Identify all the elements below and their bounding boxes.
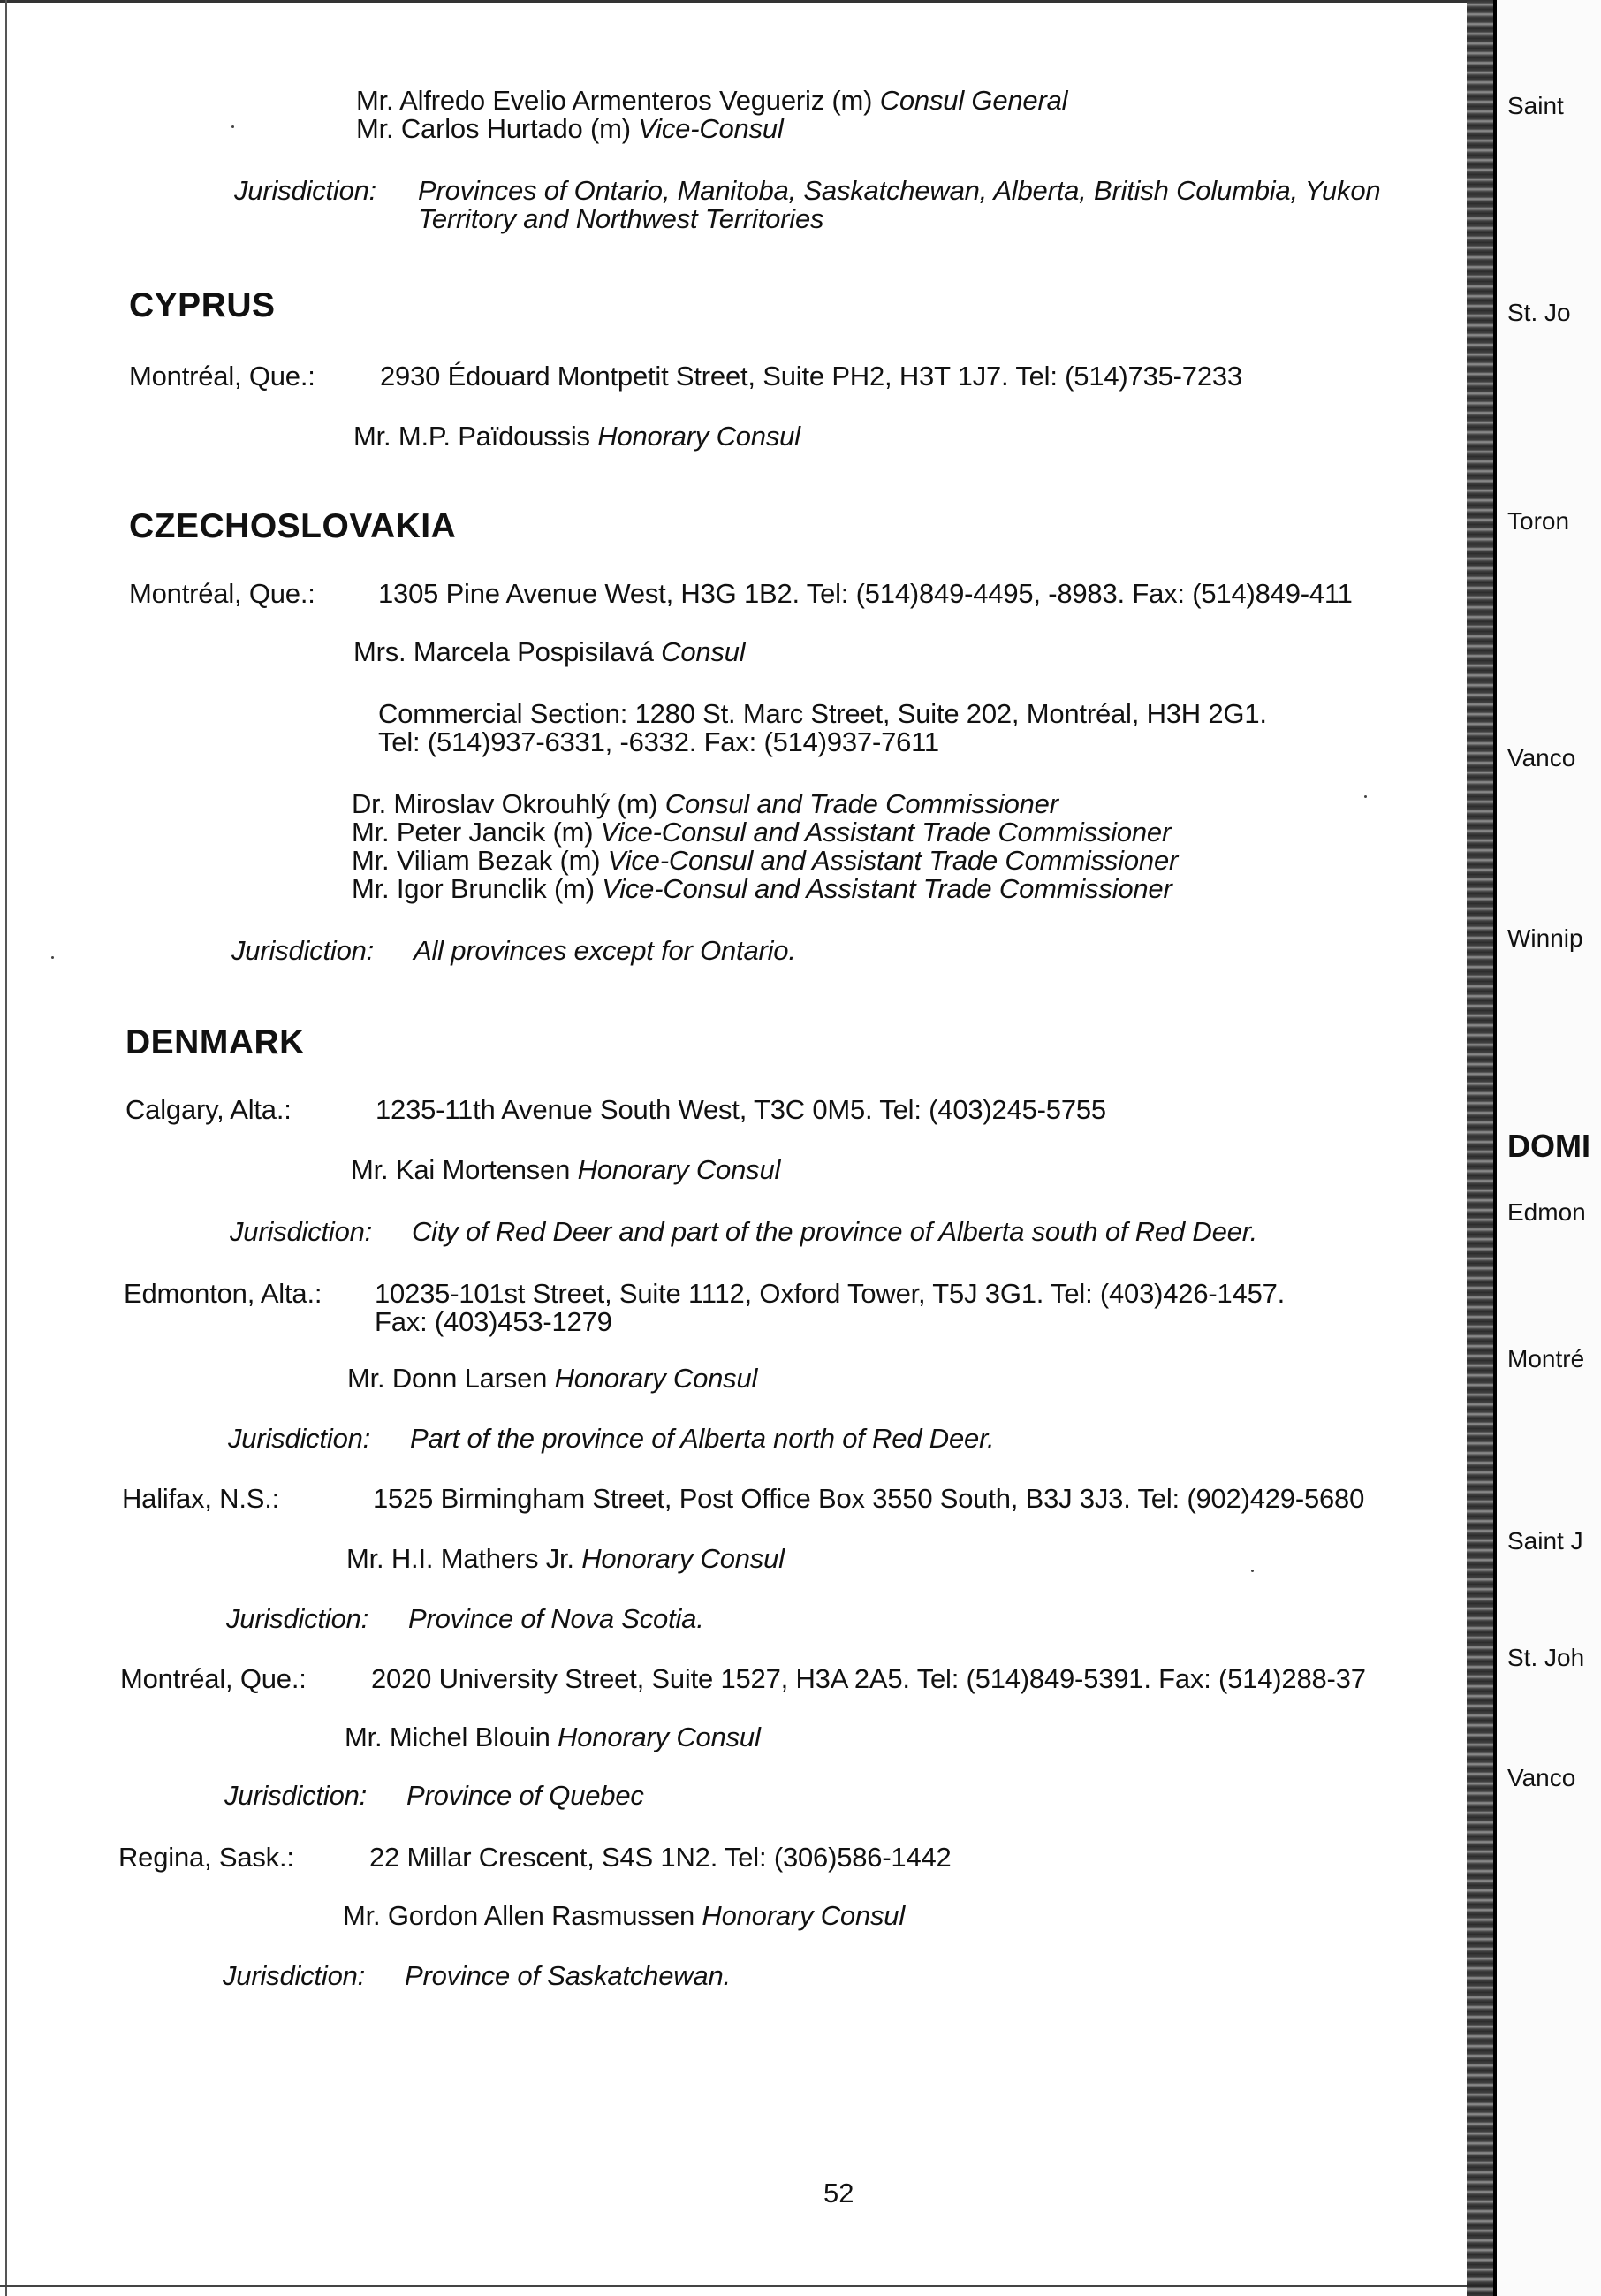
official-name: Mr. H.I. Mathers Jr. bbox=[346, 1543, 582, 1574]
official-name: Mr. Donn Larsen bbox=[347, 1363, 555, 1394]
address-text: 2930 Édouard Montpetit Street, Suite PH2, H3T 1J7. Tel: (514)735-7233 bbox=[380, 361, 1242, 392]
official-title: Honorary Consul bbox=[554, 1363, 758, 1394]
official-name: Mr. M.P. Païdoussis bbox=[353, 421, 598, 452]
jurisdiction-label: Jurisdiction: bbox=[226, 1603, 369, 1634]
official-title: Honorary Consul bbox=[702, 1900, 906, 1931]
facing-page-fragment: Montré bbox=[1507, 1345, 1585, 1372]
city-label: Montréal, Que.: bbox=[129, 361, 315, 392]
jurisdiction-text: Province of Quebec bbox=[406, 1780, 644, 1811]
official-line bbox=[346, 1543, 785, 1575]
official-line bbox=[356, 113, 784, 145]
official-name: Mr. Peter Jancik (m) bbox=[352, 817, 601, 848]
official-line bbox=[343, 1900, 905, 1932]
official-name: Mr. Alfredo Evelio Armenteros Vegueriz (m) bbox=[356, 85, 880, 116]
jurisdiction-label: Jurisdiction: bbox=[224, 1780, 368, 1811]
official-title: Honorary Consul bbox=[597, 421, 800, 452]
jurisdiction-text: Provinces of Ontario, Manitoba, Saskatchewan, Alberta, British Columbia, Yukon bbox=[418, 175, 1381, 206]
address-text: 2020 University Street, Suite 1527, H3A 2A5. Tel: (514)849-5391. Fax: (514)288-37 bbox=[371, 1663, 1366, 1694]
official-title: Vice-Consul bbox=[638, 113, 784, 144]
facing-page-fragment: Saint J bbox=[1507, 1527, 1583, 1555]
official-name: Dr. Miroslav Okrouhlý (m) bbox=[352, 788, 665, 819]
jurisdiction-label: Jurisdiction: bbox=[234, 175, 377, 206]
official-name: Mr. Viliam Bezak (m) bbox=[352, 845, 608, 876]
staff-line bbox=[352, 873, 1172, 905]
jurisdiction-text: Province of Saskatchewan. bbox=[405, 1960, 731, 1991]
facing-page-fragment: Edmon bbox=[1507, 1198, 1586, 1226]
city-label: Edmonton, Alta.: bbox=[124, 1278, 322, 1309]
staff-line bbox=[352, 845, 1178, 877]
jurisdiction-label: Jurisdiction: bbox=[231, 935, 375, 966]
jurisdiction-text: Territory and Northwest Territories bbox=[418, 203, 824, 234]
country-heading: CZECHOSLOVAKIA bbox=[129, 507, 457, 545]
staff-line bbox=[352, 788, 1058, 820]
official-line bbox=[353, 421, 800, 452]
official-title: Consul General bbox=[879, 85, 1068, 116]
official-title: Vice-Consul and Assistant Trade Commissioner bbox=[607, 845, 1179, 876]
address-text: 22 Millar Crescent, S4S 1N2. Tel: (306)586-1442 bbox=[369, 1842, 952, 1873]
top-edge-rule bbox=[0, 0, 1467, 3]
facing-page-strip bbox=[1497, 0, 1601, 2296]
facing-page-fragment: Vanco bbox=[1507, 744, 1576, 772]
scan-speck bbox=[231, 125, 234, 128]
facing-page-fragment: Winnip bbox=[1507, 924, 1583, 952]
left-edge-rule bbox=[5, 0, 7, 2296]
official-title: Consul and Trade Commissioner bbox=[664, 788, 1058, 819]
address-text: Fax: (403)453-1279 bbox=[375, 1306, 612, 1337]
facing-page-fragment: Vanco bbox=[1507, 1764, 1576, 1791]
address-text: 1305 Pine Avenue West, H3G 1B2. Tel: (514)849-4495, -8983. Fax: (514)849-411 bbox=[378, 578, 1353, 609]
official-name: Mr. Kai Mortensen bbox=[351, 1154, 578, 1185]
official-name: Mr. Carlos Hurtado (m) bbox=[356, 113, 639, 144]
official-line bbox=[353, 636, 745, 668]
official-title: Consul bbox=[661, 636, 746, 667]
official-name: Mr. Michel Blouin bbox=[345, 1722, 558, 1752]
address-text: 1525 Birmingham Street, Post Office Box 3550 South, B3J 3J3. Tel: (902)429-5680 bbox=[373, 1483, 1365, 1514]
staff-line bbox=[352, 817, 1171, 848]
official-title: Honorary Consul bbox=[558, 1722, 761, 1752]
country-heading: DENMARK bbox=[125, 1023, 305, 1061]
city-label: Regina, Sask.: bbox=[118, 1842, 294, 1873]
page-number: 52 bbox=[823, 2178, 854, 2209]
commercial-section-text: Tel: (514)937-6331, -6332. Fax: (514)937-7611 bbox=[378, 726, 939, 757]
official-name: Mrs. Marcela Pospisilavá bbox=[353, 636, 662, 667]
official-line bbox=[351, 1154, 780, 1186]
jurisdiction-label: Jurisdiction: bbox=[230, 1216, 373, 1247]
official-name: Mr. Igor Brunclik (m) bbox=[352, 873, 603, 904]
official-title: Vice-Consul and Assistant Trade Commissioner bbox=[602, 873, 1172, 904]
official-name: Mr. Gordon Allen Rasmussen bbox=[343, 1900, 702, 1931]
scan-speck bbox=[51, 956, 54, 959]
jurisdiction-text: All provinces except for Ontario. bbox=[414, 935, 796, 966]
jurisdiction-label: Jurisdiction: bbox=[228, 1423, 371, 1454]
scan-speck bbox=[1251, 1570, 1254, 1572]
official-line bbox=[345, 1722, 761, 1753]
address-text: 1235-11th Avenue South West, T3C 0M5. Tel: (403)245-5755 bbox=[376, 1094, 1106, 1125]
facing-page-heading-fragment: DOMI bbox=[1507, 1128, 1590, 1164]
official-line bbox=[347, 1363, 757, 1395]
city-label: Halifax, N.S.: bbox=[122, 1483, 280, 1514]
jurisdiction-text: Province of Nova Scotia. bbox=[408, 1603, 704, 1634]
facing-page-fragment: Saint bbox=[1507, 92, 1564, 119]
address-text: 10235-101st Street, Suite 1112, Oxford Tower, T5J 3G1. Tel: (403)426-1457. bbox=[375, 1278, 1286, 1309]
scan-speck bbox=[1364, 795, 1367, 798]
city-label: Montréal, Que.: bbox=[120, 1663, 307, 1694]
facing-page-fragment: St. Joh bbox=[1507, 1644, 1585, 1671]
country-heading: CYPRUS bbox=[129, 286, 276, 324]
commercial-section-text: Commercial Section: 1280 St. Marc Street, Suite 202, Montréal, H3H 2G1. bbox=[378, 698, 1267, 729]
jurisdiction-label: Jurisdiction: bbox=[223, 1960, 366, 1991]
official-title: Honorary Consul bbox=[577, 1154, 781, 1185]
city-label: Montréal, Que.: bbox=[129, 578, 315, 609]
facing-page-fragment: Toron bbox=[1507, 507, 1570, 535]
city-label: Calgary, Alta.: bbox=[125, 1094, 292, 1125]
official-line bbox=[356, 85, 1067, 117]
jurisdiction-text: Part of the province of Alberta north of Red Deer. bbox=[410, 1423, 995, 1454]
bottom-edge-rule bbox=[0, 2285, 1493, 2287]
jurisdiction-text: City of Red Deer and part of the province of Alberta south of Red Deer. bbox=[412, 1216, 1258, 1247]
official-title: Honorary Consul bbox=[581, 1543, 785, 1574]
facing-page-fragment: St. Jo bbox=[1507, 299, 1571, 326]
official-title: Vice-Consul and Assistant Trade Commissioner bbox=[600, 817, 1172, 848]
